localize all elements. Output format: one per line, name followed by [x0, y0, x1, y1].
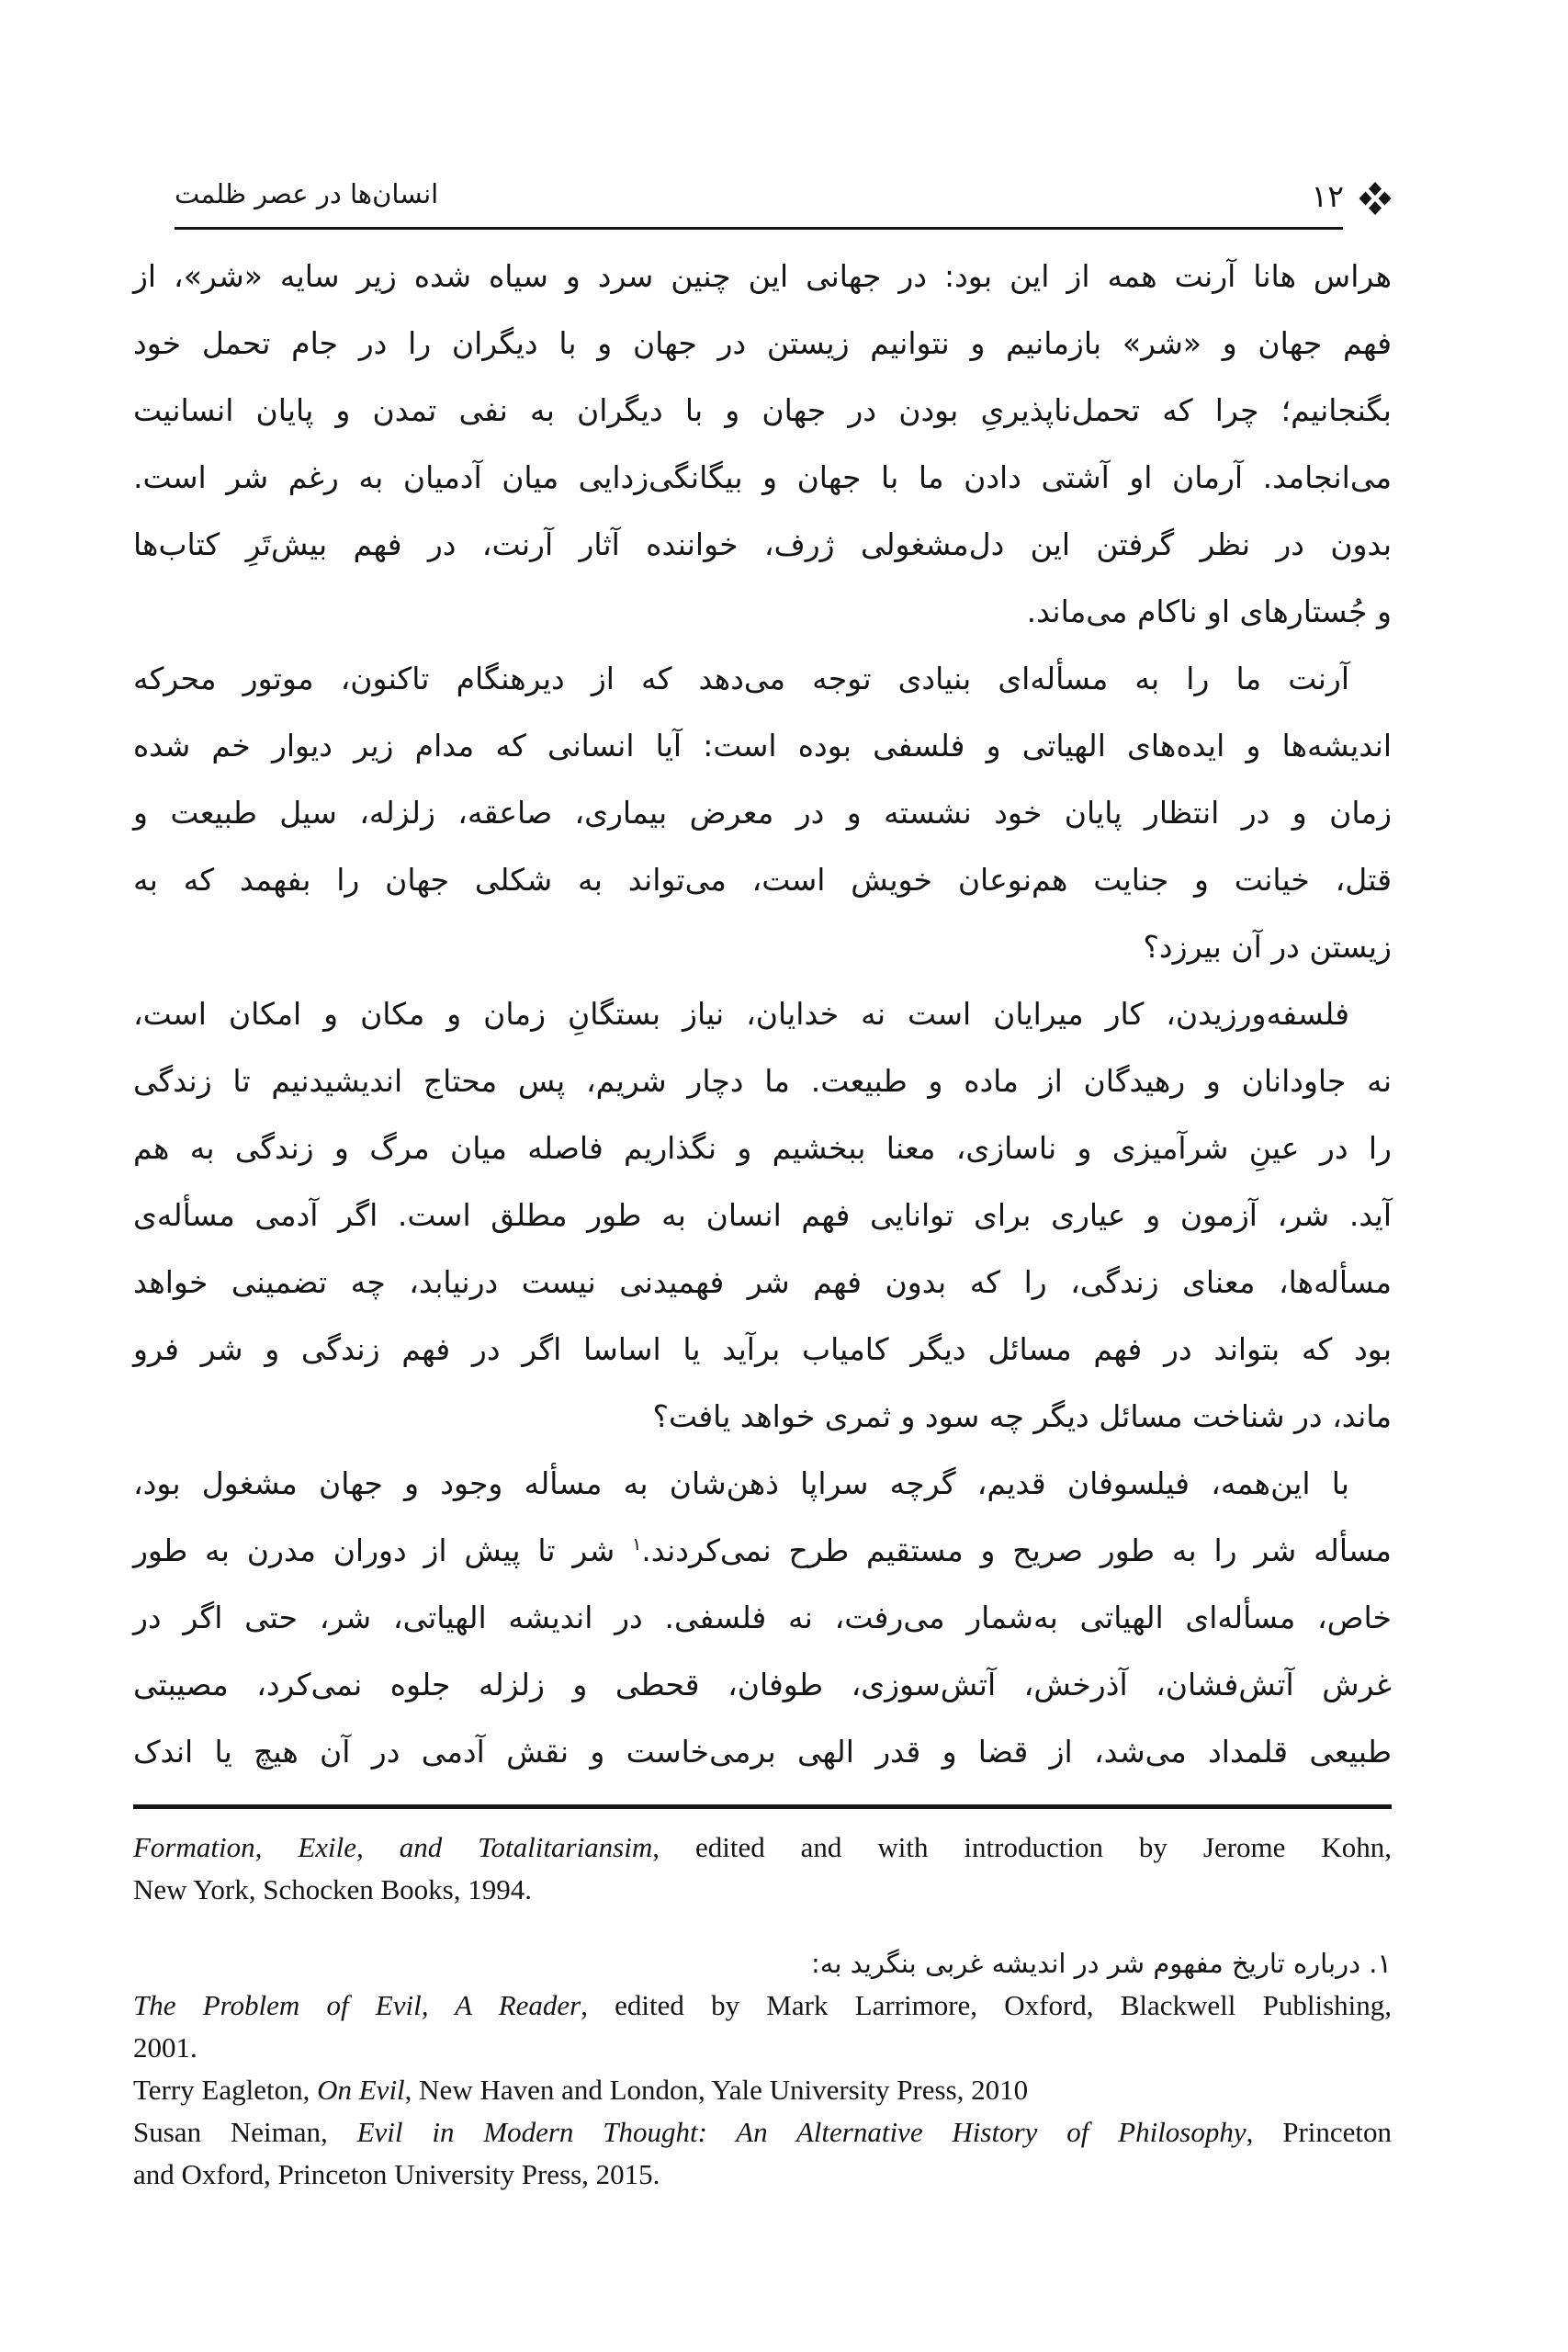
body-text-line: بگنجانیم؛ چرا که تحمل‌ناپذیریِ بودن در جهان و با دیگران به نفی تمدن و پایان انسانیت: [133, 392, 1392, 428]
running-head-title: انسان‌ها در عصر ظلمت: [175, 178, 439, 209]
body-text-line: ماند، در شناخت مسائل دیگر چه سود و ثمری خواهد یافت؟: [652, 1398, 1392, 1434]
page-number-group: [1312, 173, 1392, 224]
body-text-line: هراس هانا آرنت همه از این بود: در جهانی این چنین سرد و سیاه شده زیر سایه «شر»، از: [133, 258, 1392, 294]
body-text-line: خاص، مسأله‌ای الهیاتی به‌شمار می‌رفت، نه فلسفی. در اندیشه الهیاتی، شر، حتی اگر در: [133, 1600, 1392, 1635]
footnote-line: Susan Neiman, Evil in Modern Thought: An Alternative History of Philosophy, Princeton: [133, 2116, 1393, 2148]
page-number: ۱۲: [1311, 177, 1344, 214]
body-text: [133, 243, 1392, 1785]
body-text-line: را در عینِ شرآمیزی و ناسازی، معنا ببخشیم و نگذاریم فاصله میان مرگ و زندگی به هم: [133, 1130, 1392, 1166]
footnote-separator: [133, 1804, 1392, 1809]
footnotes: [133, 1826, 1392, 2196]
body-text-line: و جُستارهای او ناکام می‌ماند.: [1026, 594, 1392, 629]
footnote-line: 2001.: [133, 2031, 197, 2064]
body-text-line: آرنت ما را به مسأله‌ای بنیادی توجه می‌دهد که از دیرهنگام تاکنون، موتور محرکه: [133, 661, 1349, 696]
footnote-line: and Oxford, Princeton University Press, 2015.: [133, 2158, 660, 2190]
footnote-line: Terry Eagleton, On Evil, New Haven and London, Yale University Press, 2010: [133, 2074, 1029, 2106]
diamond-ornament-icon: [1359, 182, 1392, 215]
footnote-line: The Problem of Evil, A Reader, edited by Mark Larrimore, Oxford, Blackwell Publishing,: [133, 1989, 1392, 2021]
body-text-line: اندیشه‌ها و ایده‌های الهیاتی و فلسفی بوده است: آیا انسانی که مدام زیر دیوار خم شده: [133, 728, 1392, 763]
body-text-line: غرش آتش‌فشان، آذرخش، آتش‌سوزی، طوفان، قحطی و زلزله جلوه نمی‌کرد، مصیبتی: [133, 1667, 1392, 1702]
footnote-line: ۱. درباره تاریخ مفهوم شر در اندیشه غربی بنگرید به:: [811, 1948, 1392, 1979]
body-text-line: نه جاودانان و رهیدگان از ماده و طبیعت. ما دچار شریم، پس محتاج اندیشیدنیم تا زندگی: [133, 1063, 1392, 1099]
body-text-line: فلسفه‌ورزیدن، کار میرایان است نه خدایان، نیاز بستگانِ زمان و مکان و امکان است،: [133, 996, 1349, 1032]
body-text-line: زیستن در آن بیرزد؟: [1143, 929, 1392, 965]
body-text-line: فهم جهان و «شر» بازمانیم و نتوانیم زیستن در جهان و با دیگران را در جام تحمل خود: [133, 325, 1392, 361]
running-head: [133, 173, 1392, 230]
body-text-line: با این‌همه، فیلسوفان قدیم، گرچه سراپا ذهن‌شان به مسأله وجود و جهان مشغول بود،: [133, 1465, 1349, 1501]
body-text-line: زمان و در انتظار پایان خود نشسته و در معرض بیماری، صاعقه، زلزله، سیل طبیعت و: [133, 795, 1392, 831]
footnote-reference-marker: ۱: [632, 1534, 642, 1555]
body-text-line: بدون در نظر گرفتن این دل‌مشغولی ژرف، خواننده آثار آرنت، در فهم بیش‌تَرِ کتاب‌ها: [133, 526, 1392, 562]
body-text-line: طبیعی قلمداد می‌شد، از قضا و قدر الهی برمی‌خاست و نقش آدمی در آن هیچ یا اندک: [133, 1734, 1392, 1770]
footnote-line: Formation, Exile, and Totalitariansim, edited and with introduction by Jerome Kohn,: [133, 1831, 1392, 1863]
body-text-line: قتل، خیانت و جنایت هم‌نوعان خویش است، می‌تواند به شکلی جهان را بفهمد که به: [133, 862, 1392, 898]
body-text-line: بود که بتواند در فهم مسائل دیگر کامیاب برآید یا اساسا اگر در فهم زندگی و شر فرو: [133, 1331, 1392, 1367]
body-text-line: می‌انجامد. آرمان او آشتی دادن ما با جهان و بیگانگی‌زدایی میان آدمیان به رغم شر است.: [133, 459, 1392, 495]
body-text-line: آید. شر، آزمون و عیاری برای توانایی فهم انسان به طور مطلق است. اگر آدمی مسأله‌ی: [133, 1197, 1392, 1233]
header-rule: [175, 227, 1343, 230]
footnote-line: New York, Schocken Books, 1994.: [133, 1873, 532, 1905]
body-text-line: مسأله شر را به طور صریح و مستقیم طرح نمی‌کردند.$^۱$ شر تا پیش از دوران مدرن به طور: [133, 1532, 1392, 1568]
body-text-line: مسأله‌ها، معنای زندگی، را که بدون فهم شر فهمیدنی نیست درنیابد، چه تضمینی خواهد: [133, 1264, 1392, 1300]
